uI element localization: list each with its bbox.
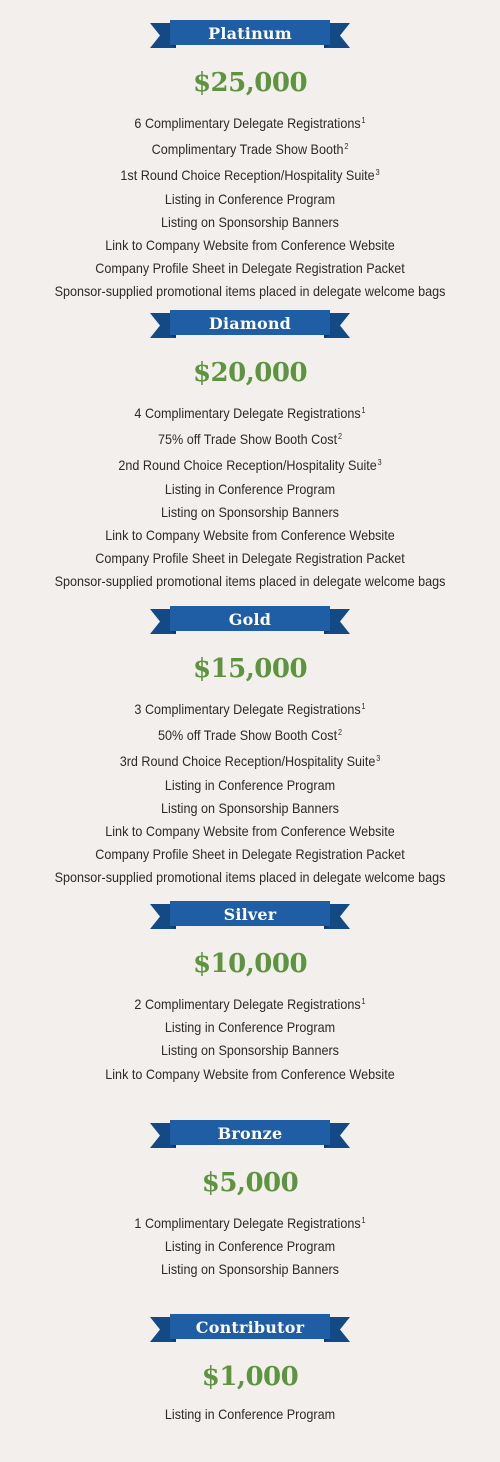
footnote-marker: 1 [361, 116, 366, 125]
benefit-text: 1 Complimentary Delegate Registrations [134, 1215, 361, 1231]
benefit-item [25, 1403, 475, 1426]
benefit-item [25, 721, 475, 747]
tier-name: Gold [228, 610, 272, 629]
tier-contributor [0, 1311, 500, 1426]
benefit-text: Link to Company Website from Conference Website [105, 1065, 395, 1082]
benefit-item [25, 478, 475, 501]
benefit-text: 3 Complimentary Delegate Registrations [134, 701, 361, 717]
benefit-item [25, 570, 475, 593]
tier-name: Silver [223, 905, 277, 924]
footnote-marker: 1 [361, 702, 366, 711]
benefit-item [25, 1258, 475, 1281]
footnote-marker: 1 [361, 1216, 366, 1225]
benefit-item [25, 451, 475, 477]
benefit-item [25, 820, 475, 843]
footnote-marker: 3 [375, 168, 380, 178]
tier-price: $10,000 [192, 949, 308, 979]
benefit-text: 2nd Round Choice Reception/Hospitality Suite [118, 457, 377, 474]
benefit-text: Company Profile Sheet in Delegate Registration Packet [95, 550, 405, 567]
tier-ribbon [150, 1311, 350, 1347]
footnote-marker: 1 [361, 997, 366, 1006]
benefit-text: 1st Round Choice Reception/Hospitality Suite [120, 167, 375, 184]
benefit-text: Listing in Conference Program [164, 1406, 336, 1422]
benefit-text: 3rd Round Choice Reception/Hospitality Suite [119, 753, 376, 770]
benefit-item [25, 161, 475, 187]
benefit-text: Listing on Sponsorship Banners [161, 799, 339, 816]
tier-name: Contributor [195, 1318, 305, 1337]
benefit-item [25, 866, 475, 889]
benefit-item [25, 188, 475, 211]
benefit-item [25, 211, 475, 234]
footnote-marker: 1 [361, 406, 366, 415]
tier-name: Diamond [208, 314, 292, 333]
benefit-text: Sponsor-supplied promotional items placed in delegate welcome bags [54, 869, 446, 886]
tier-diamond [0, 307, 500, 594]
benefit-item [25, 501, 475, 524]
benefit-list [0, 399, 500, 594]
benefit-item [25, 257, 475, 280]
tier-silver [0, 898, 500, 1086]
tier-ribbon [150, 603, 350, 639]
tier-ribbon [150, 898, 350, 934]
benefit-item [25, 1016, 475, 1039]
benefit-list [0, 1209, 500, 1282]
footnote-marker: 3 [377, 458, 382, 468]
benefit-list [0, 990, 500, 1086]
benefit-item [25, 695, 475, 721]
benefit-item [25, 280, 475, 303]
benefit-text: Listing in Conference Program [164, 776, 336, 793]
benefit-text: 6 Complimentary Delegate Registrations [134, 115, 361, 131]
benefit-text: Listing on Sponsorship Banners [161, 1261, 339, 1278]
footnote-marker: 3 [376, 754, 381, 764]
tier-ribbon [150, 1117, 350, 1153]
footnote-marker: 2 [344, 142, 349, 152]
benefit-item [25, 399, 475, 425]
benefit-text: Complimentary Trade Show Booth [151, 141, 344, 158]
tier-price: $5,000 [201, 1168, 299, 1198]
tier-price: $20,000 [192, 358, 308, 388]
tier-price: $25,000 [192, 68, 308, 98]
benefit-text: 2 Complimentary Delegate Registrations [134, 996, 361, 1012]
benefit-text: Listing in Conference Program [164, 1238, 336, 1255]
benefit-text: Company Profile Sheet in Delegate Registration Packet [95, 846, 405, 863]
benefit-text: Listing on Sponsorship Banners [161, 1042, 339, 1059]
benefit-item [25, 747, 475, 773]
tier-price: $15,000 [192, 654, 308, 684]
tier-name: Platinum [208, 24, 292, 43]
benefit-item [25, 990, 475, 1016]
benefit-text: Link to Company Website from Conference Website [105, 823, 395, 840]
benefit-item [25, 843, 475, 866]
benefit-list [0, 1403, 500, 1426]
benefit-item [25, 774, 475, 797]
benefit-text: Sponsor-supplied promotional items placed in delegate welcome bags [54, 573, 446, 590]
benefit-text: Sponsor-supplied promotional items placed in delegate welcome bags [54, 283, 446, 300]
benefit-item [25, 425, 475, 451]
benefit-list [0, 109, 500, 304]
benefit-list [0, 695, 500, 890]
benefit-item [25, 547, 475, 570]
tier-platinum [0, 17, 500, 304]
footnote-marker: 2 [337, 728, 342, 738]
benefit-item [25, 1235, 475, 1258]
tier-bronze [0, 1117, 500, 1282]
benefit-text: 50% off Trade Show Booth Cost [158, 727, 338, 744]
benefit-text: Listing in Conference Program [164, 190, 336, 207]
tier-gold [0, 603, 500, 890]
benefit-item [25, 1039, 475, 1062]
benefit-item [25, 234, 475, 257]
benefit-text: Listing in Conference Program [164, 480, 336, 497]
tier-price: $1,000 [201, 1362, 299, 1392]
benefit-text: 75% off Trade Show Booth Cost [158, 431, 338, 448]
tier-ribbon [150, 307, 350, 343]
footnote-marker: 2 [337, 432, 342, 442]
benefit-text: Listing on Sponsorship Banners [161, 503, 339, 520]
benefit-item [25, 524, 475, 547]
benefit-item [25, 1209, 475, 1235]
benefit-text: Listing on Sponsorship Banners [161, 213, 339, 230]
benefit-text: Listing in Conference Program [164, 1019, 336, 1036]
tier-name: Bronze [217, 1124, 283, 1143]
benefit-item [25, 109, 475, 135]
benefit-item [25, 1063, 475, 1086]
benefit-item [25, 797, 475, 820]
benefit-item [25, 135, 475, 161]
benefit-text: Company Profile Sheet in Delegate Registration Packet [95, 260, 405, 277]
benefit-text: Link to Company Website from Conference Website [105, 527, 395, 544]
benefit-text: Link to Company Website from Conference Website [105, 237, 395, 254]
tier-ribbon [150, 17, 350, 53]
benefit-text: 4 Complimentary Delegate Registrations [134, 405, 361, 421]
